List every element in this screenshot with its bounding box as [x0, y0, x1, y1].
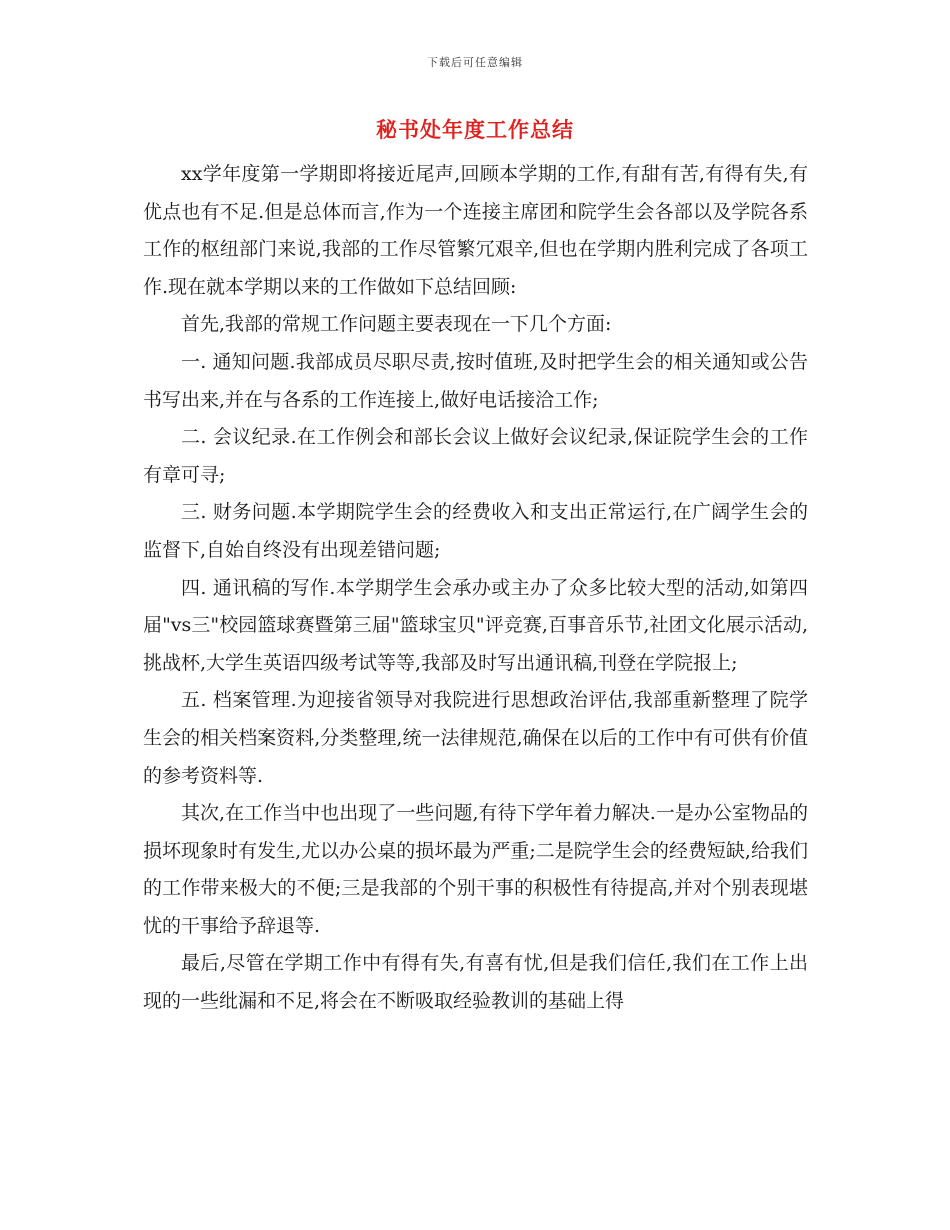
paragraph-item-minutes: 二. 会议纪录.在工作例会和部长会议上做好会议纪录,保证院学生会的工作有章可寻; — [143, 426, 808, 486]
paragraph-intro: xx学年度第一学期即将接近尾声,回顾本学期的工作,有甜有苦,有得有失,有优点也有不足.但是总体而言,作为一个连接主席团和院学生会各部以及学院各系工作的枢纽部门来说,我部的工作尽管繁冗艰辛,但也在学期内胜利完成了各项工作.现在就本学期以来的工作做如下总结回顾: — [143, 163, 808, 298]
paragraph-conclusion: 最后,尽管在学期工作中有得有失,有喜有忧,但是我们信任,我们在工作上出现的一些纰漏和不足,将会在不断吸取经验教训的基础上得 — [143, 952, 808, 1013]
paragraph-routine-work: 首先,我部的常规工作问题主要表现在一下几个方面: — [181, 313, 612, 336]
paragraph-item-notices: 一. 通知问题.我部成员尽职尽责,按时值班,及时把学生会的相关通知或公告书写出来,并在与各系的工作连接上,做好电话接洽工作; — [143, 350, 808, 411]
document-body — [143, 156, 808, 1021]
paragraph-item-newsletters: 四. 通讯稿的写作.本学期学生会承办或主办了众多比较大型的活动,如第四届"vs三"校园篮球赛暨第三届"篮球宝贝"评竞赛,百事音乐节,社团文化展示活动,挑战杯,大学生英语四级考试等等,我部及时写出通讯稿,刊登在学院报上; — [143, 576, 808, 674]
paragraph-item-archives: 五. 档案管理.为迎接省领导对我院进行思想政治评估,我部重新整理了院学生会的相关档案资料,分类整理,统一法律规范,确保在以后的工作中有可供有价值的参考资料等. — [143, 689, 808, 787]
paragraph-problems: 其次,在工作当中也出现了一些问题,有待下学年着力解决.一是办公室物品的损坏现象时有发生,尤以办公桌的损坏最为严重;二是院学生会的经费短缺,给我们的工作带来极大的不便;三是我部的个别干事的积极性有待提高,并对个别表现堪忧的干事给予辞退等. — [143, 802, 808, 937]
header-note: 下载后可任意编辑 — [427, 56, 523, 69]
paragraph-item-finance: 三. 财务问题.本学期院学生会的经费收入和支出正常运行,在广阔学生会的监督下,自始自终没有出现差错问题; — [143, 501, 808, 561]
document-title: 秘书处年度工作总结 — [376, 117, 574, 142]
